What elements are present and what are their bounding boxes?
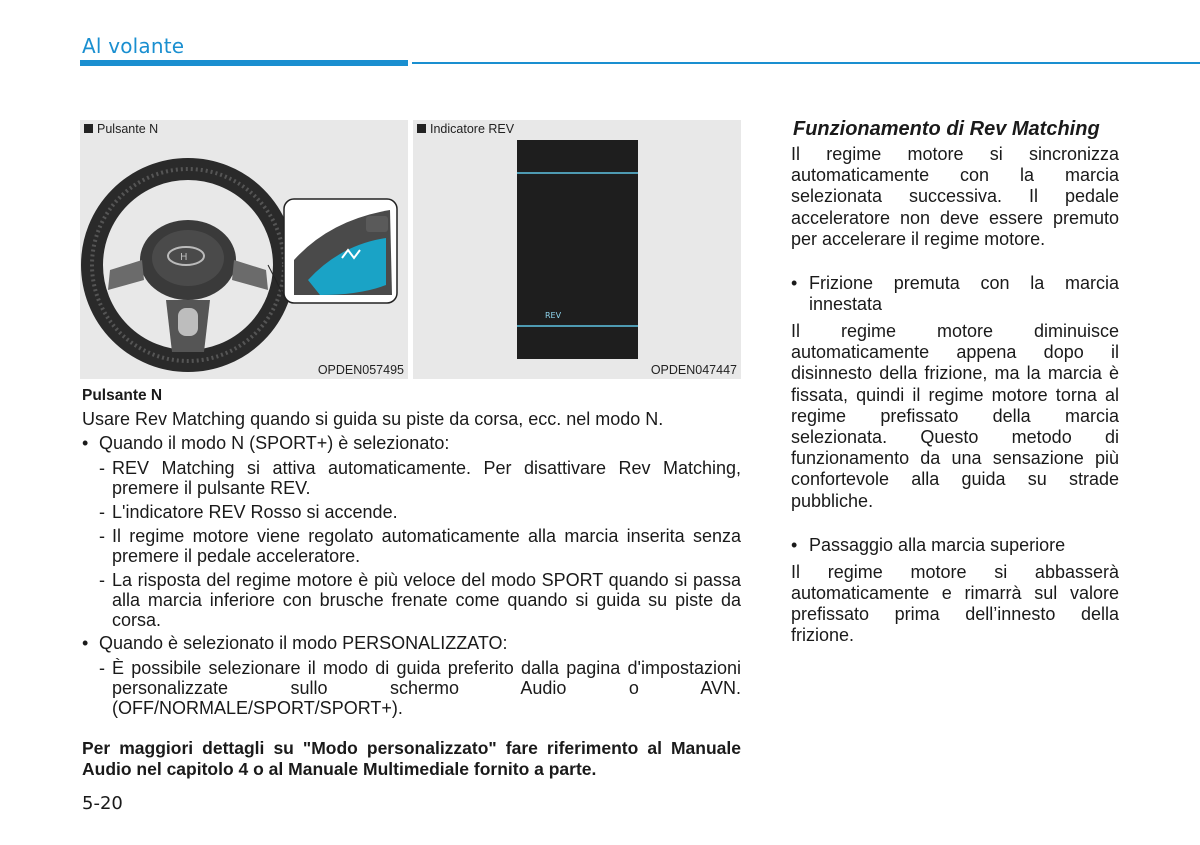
dash-marker: -	[99, 502, 105, 522]
header-rule-thick	[80, 60, 408, 66]
dash-marker: -	[99, 458, 105, 478]
caption-square-icon	[84, 124, 93, 133]
dash-item	[82, 570, 741, 630]
figure-caption	[84, 122, 158, 136]
bullet-item	[791, 273, 1119, 315]
rev-indicator-illustration	[413, 120, 741, 379]
intro-paragraph: Usare Rev Matching quando si guida su piste da corsa, ecc. nel modo N.	[82, 409, 664, 429]
dash-item	[82, 526, 741, 566]
bullet-dot-icon: •	[791, 534, 798, 555]
bullet-item	[82, 433, 741, 454]
reference-note: Per maggiori dettagli su "Modo personalizzato" fare riferimento al Manuale Audio nel capitolo 4 o al Manuale Multimediale fornito a parte.	[82, 738, 741, 779]
bullet-item	[82, 633, 741, 654]
left-column	[82, 386, 741, 780]
paragraph: Il regime motore si sincronizza automaticamente con la marcia selezionata successiva. Il pedale acceleratore non deve essere premuto per accelerare il regime motore.	[791, 144, 1119, 249]
bullet-text: Frizione premuta con la marcia innestata	[809, 273, 1119, 315]
figure-caption-text: Pulsante N	[97, 122, 159, 136]
bullet-text: Quando è selezionato il modo PERSONALIZZATO:	[99, 633, 508, 653]
dash-marker: -	[99, 658, 105, 678]
bullet-item	[791, 535, 1119, 556]
bullet-text: Quando il modo N (SPORT+) è selezionato:	[99, 433, 450, 453]
subheading: Pulsante N	[82, 387, 163, 404]
right-column	[791, 116, 1119, 647]
figure-rev-indicator	[413, 120, 741, 379]
figure-code: OPDEN047447	[650, 363, 737, 377]
dash-item	[82, 458, 741, 498]
dash-item	[82, 502, 741, 522]
dash-text: REV Matching si attiva automaticamente. Per disattivare Rev Matching, premere il pulsante REV.	[112, 458, 741, 498]
bullet-dot-icon: •	[82, 633, 89, 653]
section-title: Al volante	[82, 34, 185, 58]
figure-caption	[417, 122, 514, 136]
steering-wheel-illustration	[80, 120, 408, 379]
rev-display-label: REV	[545, 311, 562, 320]
figure-caption-text: Indicatore REV	[430, 122, 515, 136]
section-heading: Funzionamento di Rev Matching	[793, 118, 1100, 140]
page-number: 5-20	[82, 793, 123, 814]
dash-item	[82, 658, 741, 718]
caption-square-icon	[417, 124, 426, 133]
paragraph: Il regime motore si abbasserà automaticamente e rimarrà sul valore prefissato prima dell’innesto della frizione.	[791, 561, 1119, 646]
paragraph: Il regime motore diminuisce automaticamente appena dopo il disinnesto della frizione, ma la marcia è fissata, quindi il regime motore torna al regime prefissato della marcia selezionata. Questo metodo di funzionamento da una sensazione più confortevole alla guida su strade pubbliche.	[791, 321, 1119, 511]
figure-steering-wheel	[80, 120, 408, 379]
header-rule-thin	[412, 62, 1200, 64]
bullet-text: Passaggio alla marcia superiore	[809, 534, 1066, 555]
bullet-dot-icon: •	[82, 433, 89, 453]
svg-text:H: H	[180, 252, 188, 263]
dash-text: È possibile selezionare il modo di guida preferito dalla pagina d'impostazioni personalizzate sullo schermo Audio o AVN. (OFF/NORMALE/SPORT/SPORT+).	[112, 658, 741, 718]
dash-text: Il regime motore viene regolato automaticamente alla marcia inserita senza premere il pedale acceleratore.	[112, 526, 741, 566]
dash-marker: -	[99, 570, 105, 590]
dash-text: L'indicatore REV Rosso si accende.	[112, 502, 398, 522]
dash-marker: -	[99, 526, 105, 546]
dash-text: La risposta del regime motore è più veloce del modo SPORT quando si passa alla marcia inferiore con brusche frenate come quando si guida su piste da corsa.	[112, 570, 741, 630]
figure-code: OPDEN057495	[317, 363, 404, 377]
bullet-dot-icon: •	[791, 273, 798, 294]
